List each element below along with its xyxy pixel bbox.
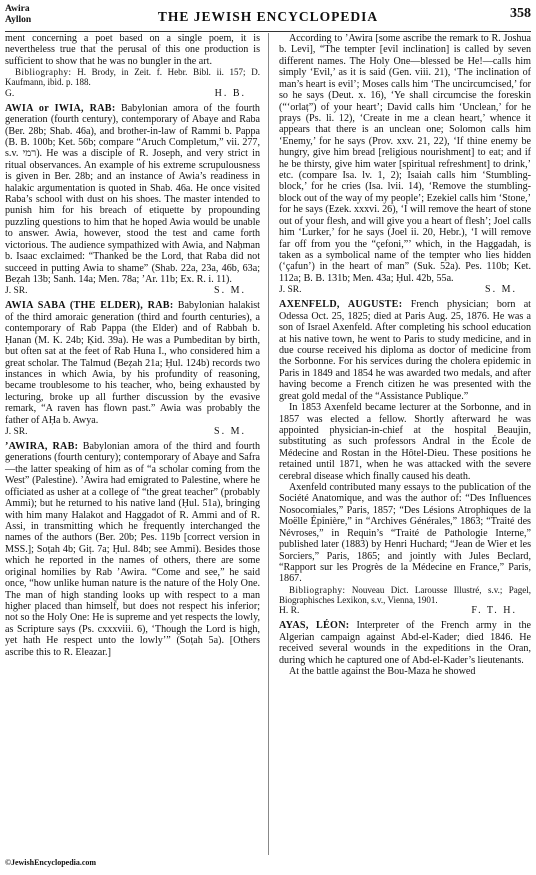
signature bbox=[279, 605, 531, 617]
article-heading: AWIA or IWIA, RAB: bbox=[5, 102, 116, 114]
bibliography bbox=[5, 67, 260, 87]
continued-paragraph: ment concerning a poet based on a single poem, it is nevertheless true that the perusal of this one production is sufficient to show that he was no bungler in the art. bbox=[5, 33, 260, 67]
article-heading: AXENFELD, AUGUSTE: bbox=[279, 299, 403, 311]
article-text: French physician; born at Odessa Oct. 25, 1825; died at Paris Aug. 25, 1876. He was a son of Israel Axenfeld. After completing his school education at his native town, he went to Paris to study medicine, and in due course received his diploma as doctor of medicine from the Sorbonne. For his services during the cholera epidemic in Paris in 1849 and 1854 he was awarded two medals, and after having become a French citizen he was presented with the great gold medal of the “Assistance Publique.” bbox=[279, 299, 531, 402]
signature-left: J. SR. bbox=[5, 286, 28, 297]
article-axenfeld bbox=[279, 299, 531, 402]
bibliography-label: Bibliography: bbox=[15, 67, 72, 78]
guide-word-top: Awira bbox=[5, 4, 30, 14]
signature-right: S. M. bbox=[485, 284, 517, 296]
page-header bbox=[5, 3, 531, 32]
bibliography-text: Nouveau Dict. Larousse Illustré, s.v.; Pagel, Biographisches Lexikon, s.v., Vienna, 1901. bbox=[279, 584, 532, 606]
signature bbox=[5, 88, 260, 100]
running-title: THE JEWISH ENCYCLOPEDIA bbox=[157, 9, 379, 24]
article-awia bbox=[5, 103, 260, 286]
article-text: Babylonian amora of the third and fourth generations (fourth century); contemporary of Abaye and Safra—the latter speaking of him as of “a scholar coming from the West” (Palestine). ’Awira had emigrated to Palestine, where he officiated as usher at a college of “the great teacher” (probably Ammi); but he returned to his native land (Ḥul. 51a), bringing with him many Halakot and Haggadot of R. Ammi and of R. Assi, in transmitting which he frequently interchanged the names of the authors (Ber. 20b; Pes. 119b [correct version in MSS.]; Soṭah 4b; Giṭ. 7a; Ḥul. 84b; see Ammi). Besides those which he reported in the names of others, there are some original homilies by Rab ’Awira. “Come and see,” he said once, “how unlike human nature is the nature of the Holy One. The man of high standing looks up with respect to a man higher placed than himself, but does not respect his inferior; not so the Holy One: He is supreme and yet respects the lowly, as Scripture says (Ps. cxxxviii. 6), ‘Though the Lord is high, yet hath He respect unto the lowly’” (Soṭah 5a). [Others ascribe this to R. Eleazar.] bbox=[5, 441, 260, 658]
article-heading: ’AWIRA, RAB: bbox=[5, 441, 79, 453]
article-awira-continued: According to ’Awira [some ascribe the remark to R. Joshua b. Levi], “The tempter [evil inclination] is called by seven different names. The Holy One—blessed be He!—calls him simply ‘Evil,’ as it is said (Gen. viii. 21), ‘The inclination of man’s heart is evil’; Moses calls him ‘The uncircumcised,’ for so he says (Deut. x. 16), ‘Ye shall circumcise the foreskin (“‘orlaṭ”) of your heart’; David calls him ‘Unclean,’ for he prays (Ps. li. 12), ‘Create in me a clean heart,’ whence it appears that there is an unclean one; Solomon calls him ‘Enemy,’ for he says (Prov. xxv. 21, 22), ‘If thine enemy be hungry, give him bread [religious nourishment] to eat; and if he be thirsty, give him water [spiritual refreshment] to drink,’ etc. (compare Isa. lv. 1, 2); Isaiah calls him ‘Stumbling-block,’ for he cries (Isa. lvii. 14), ‘Remove the stumbling-block out of the way of my people’; Ezekiel calls him ‘Stone,’ for he says (Ezek. xxxvi. 26), ‘I will remove the heart of stone out of your flesh, and will give you a heart of flesh’; Joel calls him ‘Lurker,’ for he says (Joel ii. 20, Hebr.), ‘I will remove far off from you the “çefoni,”’ which, in the Haggadah, is taken as a symbolical name of the tempter who lies hidden (‘çafun’) in the heart of man” (Suk. 52a). Pes. 110b; Ket. 112a; B. B. 131b; Men. 43a; Ḥul. 42b, 55a. bbox=[279, 33, 531, 284]
article-heading: AWIA SABA (THE ELDER), RAB: bbox=[5, 300, 174, 312]
article-heading: AYAS, LÉON: bbox=[279, 620, 350, 632]
signature-left: J. SR. bbox=[5, 427, 28, 438]
bibliography bbox=[279, 585, 531, 605]
page-number: 358 bbox=[510, 6, 531, 21]
article-paragraph: Axenfeld contributed many essays to the publication of the Société Anatomique, and was the author of: “Des Influences Nosocomiales,” Paris, 1857; “Des Lésions Atrophiques de la Moëlle Épinière,” in “Archives Générales,” 1863; “Traité des Névroses,” in Requin’s “Traité de Pathologie Interne,” published later (1883) by Henri Huchard; “Jean de Wier et les Sorciers,” Paris, 1865; and jointly with Jules Beclard, “Rapport sur les Progrès de la Médecine en France,” Paris, 1867. bbox=[279, 482, 531, 585]
guide-word-bottom: Ayllon bbox=[5, 14, 32, 25]
article-awira bbox=[5, 441, 260, 658]
article-paragraph: At the battle against the Bou-Maza he showed bbox=[289, 665, 476, 677]
signature-right: H. B. bbox=[214, 87, 246, 99]
bibliography-label: Bibliography: bbox=[289, 584, 346, 595]
signature bbox=[5, 285, 260, 297]
bibliography-text: H. Brody, in Zeit. f. Hebr. Bibl. ii. 157; D. Kaufmann, ibid. p. 188. bbox=[5, 67, 261, 88]
article-awia-saba bbox=[5, 300, 260, 426]
article-paragraph: In 1853 Axenfeld became lecturer at the Sorbonne, and in 1857 was elected a fellow. Shortly afterward he was appointed physician-in-chief at the hospital Beaujin, substituting as such professors Andral in the École de Médecine and Rostan in the Hôtel-Dieu. These positions he retained until 1871, when he was attacked with the severe cerebral disease which finally caused his death. bbox=[279, 402, 531, 482]
article-ayas bbox=[279, 620, 531, 666]
article-text: Babylonian amora of the fourth generation (fourth century), contemporary of Abaye and Raba (Ber. 28b; Shab. 46a), and brother-in-law of Rammi b. Pappa (B. B. 100b; Ket. 56b; compare “Aruch Completum,” vii. 277, s.v. רמי). He was a disciple of R. Joseph, and very strict in ritual observances. An example of his extreme scrupulousness is given in Ber. 28b; and an instance of Awia’s readiness in halakic argumentation is quoted in Shab. 46a. He once visited Raba’s school with dust on his shoes. The master intended to punish him for his breach of etiquette by propounding puzzling questions to him that he hoped Awia would be unable to answer. Awia, however, stood the test and came forth victorious. The audience sympathized with Awia, and Naḥman b. Isaac exclaimed: “Thanked be the Lord, that Raba did not succeed in putting Awia to shame” (Shab. 22a, 23a, 46b, 63a; Beẓah 13b; Sanh. 14a; Men. 78a; ’Ar. 11b; Ex. R. i. 11). bbox=[5, 102, 260, 285]
signature-left: J. SR. bbox=[279, 285, 302, 296]
signature bbox=[279, 284, 531, 296]
signature-left: H. R. bbox=[279, 606, 300, 617]
signature-right: S. M. bbox=[214, 426, 246, 438]
right-column bbox=[279, 33, 531, 677]
article-text: Interpreter of the French army in the Algerian campaign against Abd-el-Kader; died 1846. He received several wounds in the expeditions in the Oran, during which he captured one of Abd-el-Kader’s lieutenants. bbox=[279, 620, 531, 666]
copyright-credit: ©JewishEncyclopedia.com bbox=[5, 858, 97, 867]
left-column bbox=[5, 33, 260, 658]
column-divider bbox=[268, 33, 269, 855]
signature-right: S. M. bbox=[214, 285, 246, 297]
signature bbox=[5, 426, 260, 438]
signature-right: F. T. H. bbox=[471, 605, 517, 617]
signature-left: G. bbox=[5, 88, 15, 99]
article-text: Babylonian halakist of the third amoraic generation (third and fourth centuries), a contemporary of Rab Pappa (the Elder) and of Rabbah b. Ḥanan (M. K. 24b; Ḳid. 39a). He was a Pumbeditan by birth, but often sat at the feet of Rab Huna I., who considered him a great scholar. The Talmud (Beẓah 21a; Ḥul. 124b) records two instances in which Awia, by his profundity of reasoning, became troublesome to his teacher, who, being exhausted by lecturing, broke up all further discussion by the evasive remark, “A raven has flown past.” Awia was probably the father of AḤa b. Awya. bbox=[5, 300, 260, 426]
